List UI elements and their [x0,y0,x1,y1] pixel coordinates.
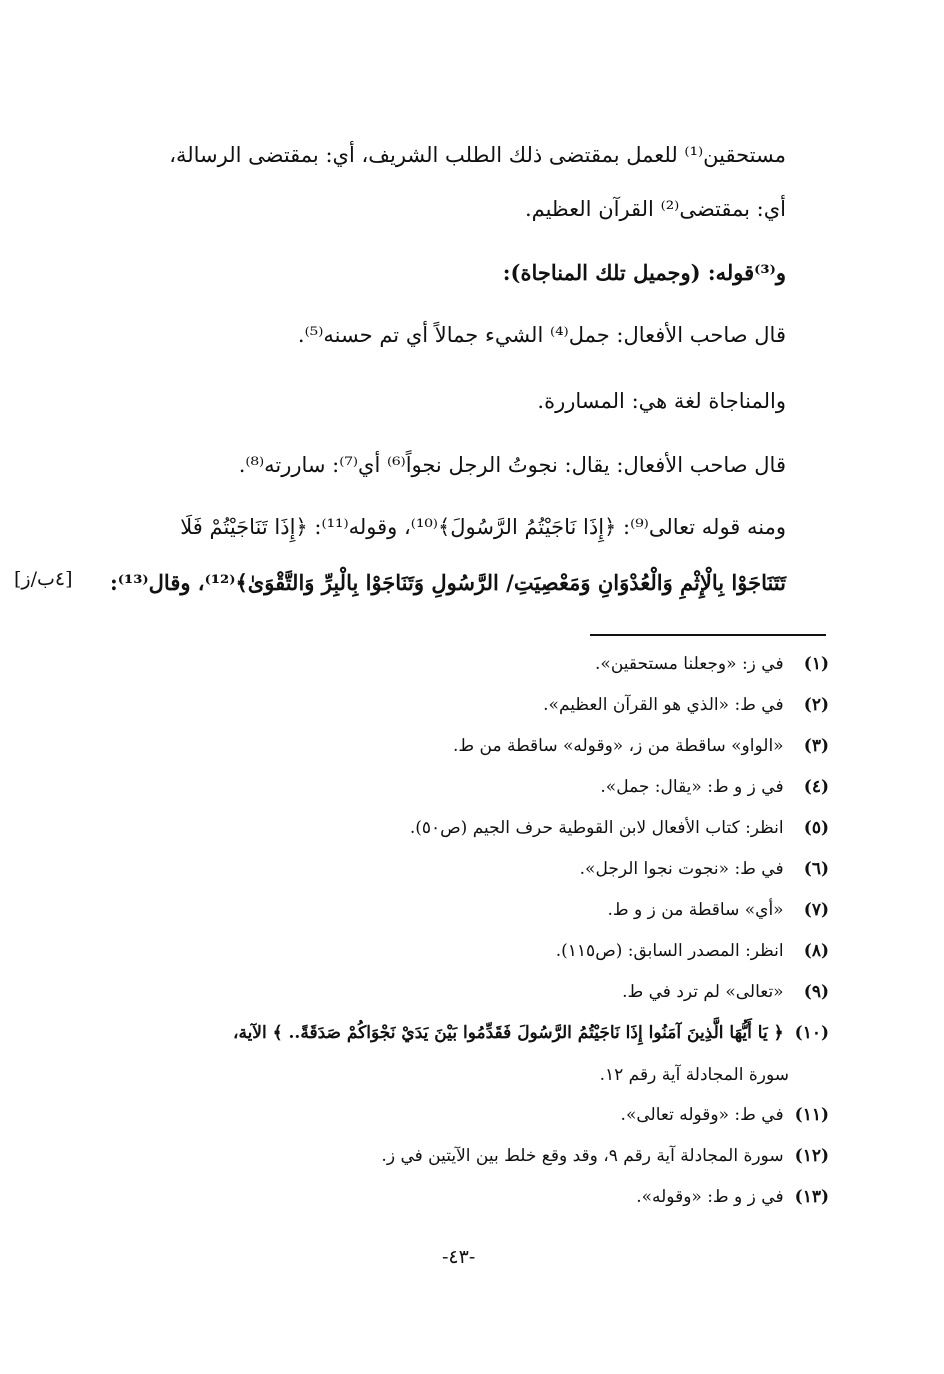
footnote-number: (٢) [803,695,829,715]
footnote-5 [109,815,829,841]
footnote-text: في ز و ط: «يقال: جمل». [600,777,784,797]
footnote-1 [109,651,829,677]
body-line-8: تَتَنَاجَوْا بِالْإِثْمِ وَالْعُدْوَانِ وَمَعْصِيَتِ/ الرَّسُولِ وَتَنَاجَوْا بِالْبِرِّ وَالتَّقْوَىٰ﴾⁽¹²⁾، وقال⁽¹³⁾: [109,570,786,595]
footnote-number: (١٠) [794,1023,829,1043]
footnote-7 [109,897,829,923]
footnote-text: «تعالى» لم ترد في ط. [622,982,784,1002]
footnote-number: (٨) [803,941,829,961]
footnote-text: في ط: «وقوله تعالى». [620,1105,784,1125]
footnote-text: في ز و ط: «وقوله». [636,1187,784,1207]
footnote-separator [590,634,826,636]
footnote-number: (١٣) [794,1187,829,1207]
body-line-4: قال صاحب الأفعال: جمل⁽⁴⁾ الشيء جمالاً أي تم حسنه⁽⁵⁾. [297,323,786,347]
footnote-number: (١١) [794,1105,829,1125]
body-line-6: قال صاحب الأفعال: يقال: نجوتُ الرجل نجواً⁽⁶⁾ أي⁽⁷⁾: ساررته⁽⁸⁾. [238,453,786,477]
footnote-9 [109,979,829,1005]
footnote-text: سورة المجادلة آية رقم ٩، وقد وقع خلط بين الآيتين في ز. [381,1146,784,1166]
footnote-12 [109,1143,829,1169]
footnote-8 [109,938,829,964]
footnote-4 [109,774,829,800]
footnote-text: في ط: «نجوت نجوا الرجل». [579,859,784,879]
footnote-3 [109,733,829,759]
footnote-number: (١٢) [794,1146,829,1166]
footnote-number: (٦) [803,859,829,879]
footnote-number: (٤) [803,777,829,797]
footnote-text: في ز: «وجعلنا مستحقين». [595,654,784,674]
footnote-text: في ط: «الذي هو القرآن العظيم». [543,695,784,715]
footnote-text: انظر: المصدر السابق: (ص١١٥). [555,941,784,961]
footnote-number: (٣) [803,736,829,756]
body-line-5: والمناجاة لغة هي: المساررة. [537,389,786,413]
margin-folio-note: [٤ب/ز] [14,568,73,590]
footnote-13 [109,1184,829,1210]
body-line-1: مستحقين⁽¹⁾ للعمل بمقتضى ذلك الطلب الشريف، أي: بمقتضى الرسالة، [169,143,786,167]
footnote-number: (٥) [803,818,829,838]
footnote-number: (٩) [803,982,829,1002]
footnote-text: انظر: كتاب الأفعال لابن القوطية حرف الجيم (ص٥٠). [409,818,784,838]
body-line-2: أي: بمقتضى⁽²⁾ القرآن العظيم. [524,197,786,221]
footnote-11 [109,1102,829,1128]
footnote-text: ﴿ يَا أَيُّهَا الَّذِينَ آمَنُوا إِذَا نَاجَيْتُمُ الرَّسُولَ فَقَدِّمُوا بَيْنَ يَدَيْ نَجْوَاكُمْ صَدَقَةً.. ﴾ الآية، [232,1023,784,1043]
footnote-2 [109,692,829,718]
body-line-3: و⁽³⁾قوله: (وجميل تلك المناجاة): [502,260,786,285]
footnote-number: (٧) [803,900,829,920]
page-number: -٤٣- [442,1246,476,1268]
footnote-10-continuation: سورة المجادلة آية رقم ١٢. [599,1065,789,1085]
body-line-7: ومنه قوله تعالى⁽⁹⁾: ﴿إِذَا نَاجَيْتُمُ الرَّسُولَ﴾⁽¹⁰⁾، وقوله⁽¹¹⁾: ﴿إِذَا تَنَاجَيْتُمْ فَلَا [180,515,786,539]
footnote-text: «أي» ساقطة من ز و ط. [607,900,784,920]
footnote-text: «الواو» ساقطة من ز، «وقوله» ساقطة من ط. [452,736,784,756]
footnote-6 [109,856,829,882]
footnote-number: (١) [803,654,829,674]
footnote-10 [109,1020,829,1046]
